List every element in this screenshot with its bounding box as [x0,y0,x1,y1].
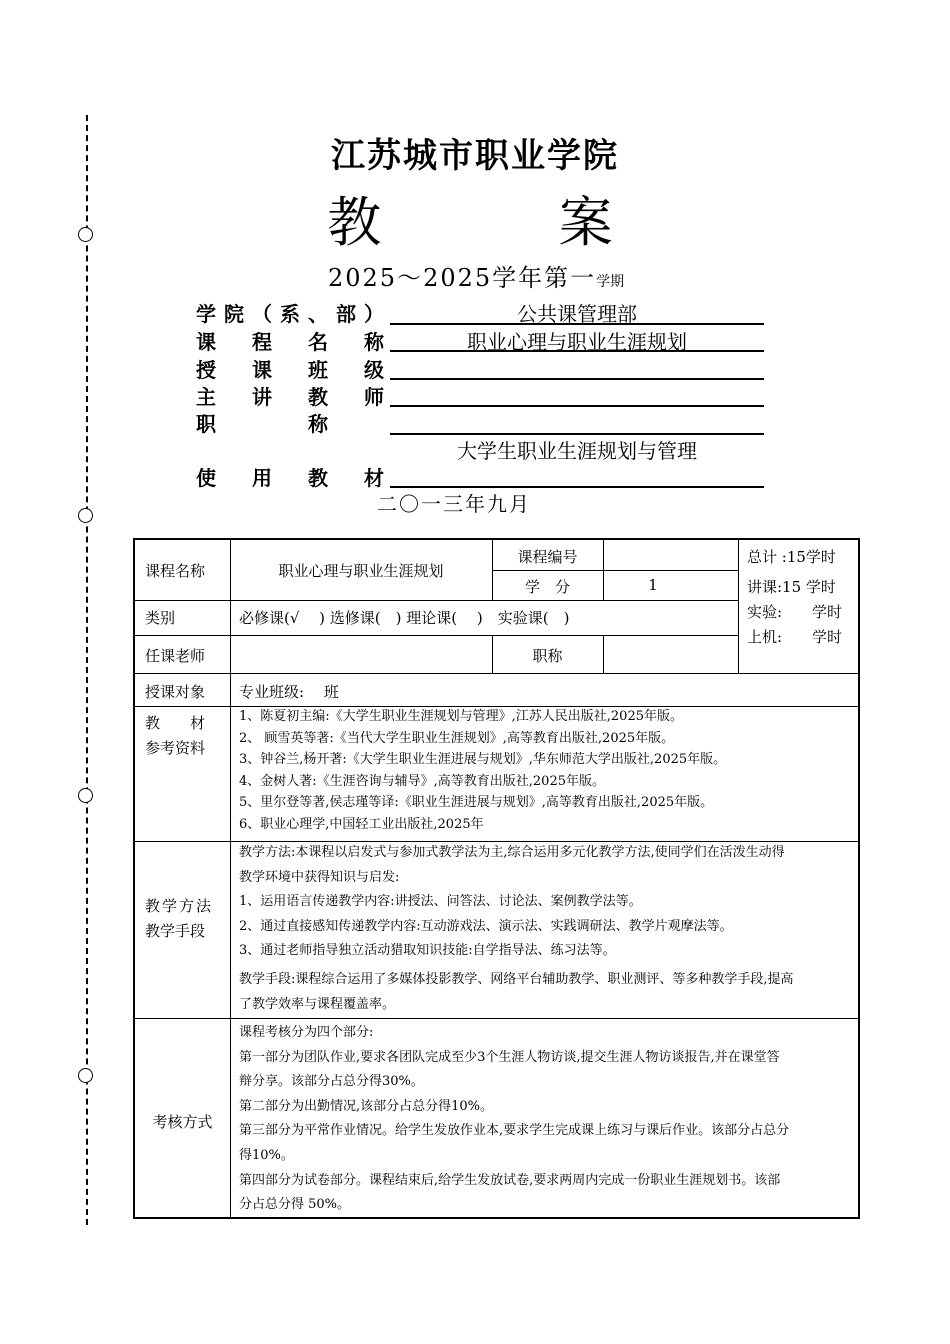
hours-computer: 上机: 学时 [747,628,843,646]
teacher-label: 任课老师 [145,647,206,665]
category-value: 必修课(√ ) 选修课( ) 理论课( ) 实验课( ) [239,609,570,627]
course-value: 职业心理与职业生涯规划 [467,330,687,354]
audience-value: 专业班级: 班 [239,683,339,701]
category-label: 类别 [145,609,176,627]
textbook-label: 使用教材 [196,466,420,490]
exam-line: 第四部分为试卷部分。课程结束后,给学生发放试卷,要求两周内完成一份职业生涯规划书。该部 [239,1172,781,1188]
ref-item: 3、钟谷兰,杨开著:《大学生职业生涯进展与规划》,华东师范大学出版社,2025年版。 [239,752,727,768]
prof-title-label: 职称 [196,412,420,436]
teacher-label: 主讲教师 [196,385,420,409]
hours-total: 总计 :15学时 [747,548,836,566]
refs-label-1: 教 材 [145,714,206,732]
date: 二〇一三年九月 [377,492,531,516]
class-underline [390,378,764,380]
exam-line: 第一部分为团队作业,要求各团队完成至少3个生涯人物访谈,提交生涯人物访谈报告,并在课堂答 [239,1049,780,1065]
class-label: 授课班级 [196,358,420,382]
hours-lab: 实验: 学时 [747,603,843,621]
method-line: 1、运用语言传递教学内容:讲授法、问答法、讨论法、案例教学法等。 [239,894,642,910]
exam-line: 第三部分为平常作业情况。给学生发放作业本,要求学生完成课上练习与课后作业。该部分占总分 [239,1123,790,1139]
exam-label: 考核方式 [152,1113,213,1131]
school-name: 江苏城市职业学院 [331,136,619,176]
method-line: 教学手段:课程综合运用了多媒体投影教学、网络平台辅助教学、职业测评、等多种教学手段,提高 [239,971,794,987]
term [328,258,624,293]
binding-hole-icon [78,508,93,523]
ref-item: 1、陈夏初主编:《大学生职业生涯规划与管理》,江苏人民出版社,2025年版。 [239,709,683,724]
term-main: 2025～2025学年第一 [328,264,597,292]
binding-hole-icon [78,1068,93,1083]
method-text [239,841,857,1017]
method-label-2: 教学手段 [145,922,206,940]
ref-item: 4、金树人著:《生涯咨询与辅导》,高等教育出版社,2025年版。 [239,773,605,789]
method-line: 了教学效率与课程覆盖率。 [239,996,396,1012]
doc-title: 教 案 [327,191,693,254]
course-label: 课程名称 [196,330,420,354]
ref-item: 6、职业心理学,中国轻工业出版社,2025年 [239,816,484,832]
course-code-label: 课程编号 [517,548,578,566]
refs-label-2: 参考资料 [145,739,206,757]
dept-label: 学院（系、部） [196,302,392,326]
teacher-underline [390,405,764,407]
ref-item: 2、 顾雪英等著:《当代大学生职业生涯规划》,高等教育出版社,2025年版。 [239,730,675,746]
textbook-value: 大学生职业生涯规划与管理 [457,439,697,463]
binding-hole-icon [78,788,93,803]
exam-line: 第二部分为出勤情况,该部分占总分得10%。 [239,1098,494,1114]
method-line: 2、通过直接感知传递教学内容:互动游戏法、演示法、实践调研法、教学片观摩法等。 [239,918,733,934]
ref-item: 5、里尔登等著,侯志瑾等译:《职业生涯进展与规划》,高等教育出版社,2025年版。 [239,795,714,811]
method-label-1: 教学方法 [145,897,214,915]
method-line: 3、通过老师指导独立活动猎取知识技能:自学指导法、练习法等。 [239,943,616,959]
exam-line: 辩分享。该部分占总分得30%。 [239,1074,424,1090]
exam-text [239,1021,857,1218]
table-title-label: 职称 [532,647,563,665]
course-name-label: 课程名称 [145,562,206,580]
course-underline [390,350,764,352]
method-line: 教学方法:本课程以启发式与参加式教学法为主,综合运用多元化教学方法,使同学们在活泼生动得 [239,845,785,860]
audience-label: 授课对象 [145,683,206,701]
exam-line: 得10%。 [239,1147,294,1163]
refs-list [239,706,854,836]
binding-dashed-line [86,115,88,1225]
credit-label: 学 分 [524,578,570,596]
exam-line: 课程考核分为四个部分: [239,1025,374,1040]
term-suffix: 学期 [596,274,625,290]
course-name-value: 职业心理与职业生涯规划 [278,562,444,580]
dept-value: 公共课管理部 [517,302,637,326]
dept-underline [390,323,764,325]
course-info-table [133,538,860,1219]
hours-lecture: 讲课:15 学时 [747,578,836,596]
exam-line: 分占总分得 50%。 [239,1197,351,1213]
method-line: 教学环境中获得知识与启发: [239,869,400,885]
credit-value: 1 [648,576,658,594]
